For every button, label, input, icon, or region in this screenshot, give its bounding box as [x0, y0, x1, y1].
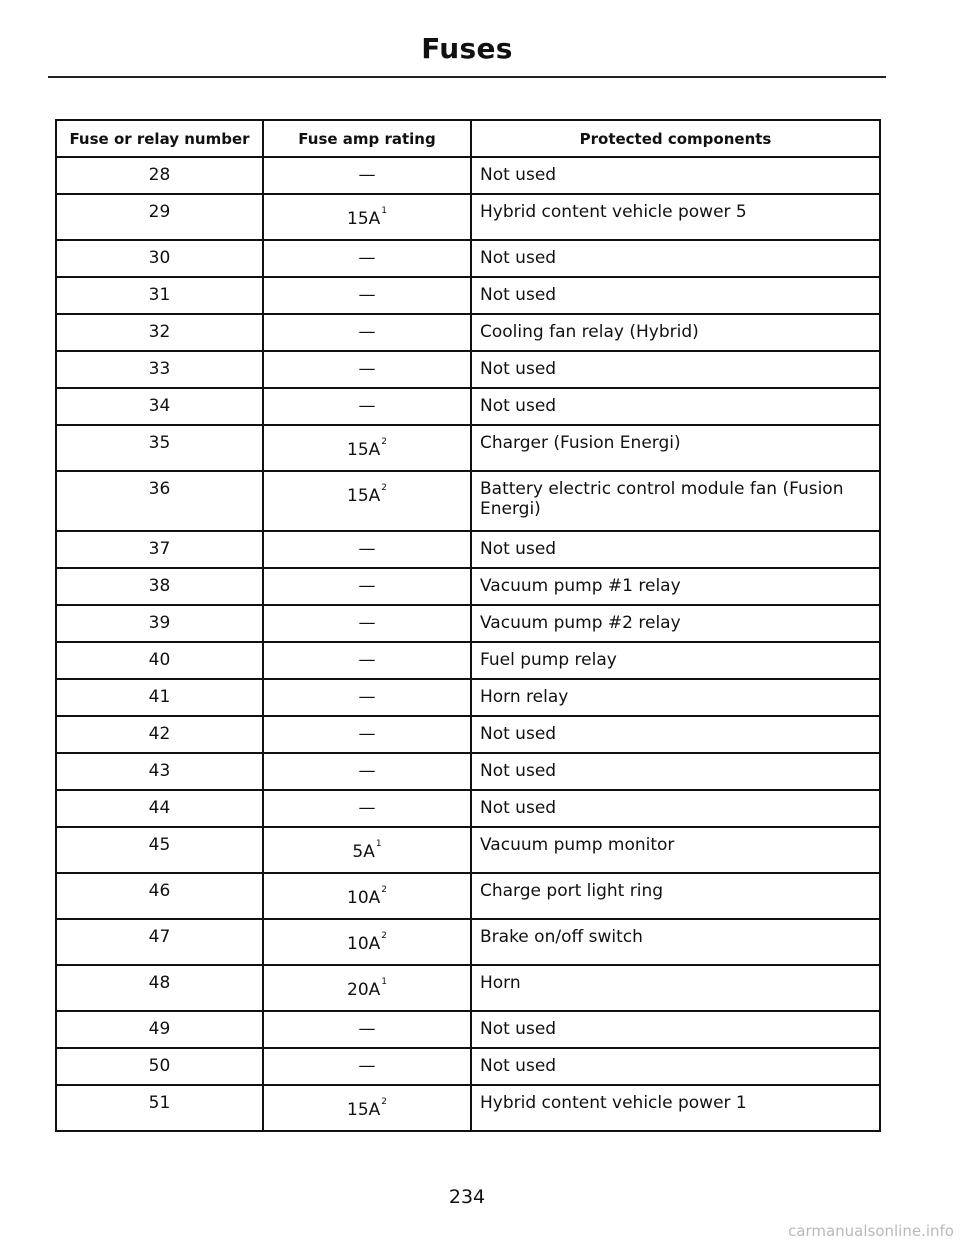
- table-row: [56, 157, 880, 194]
- amp-rating-value: —: [358, 761, 376, 781]
- table-row: [56, 873, 880, 919]
- table-row: [56, 531, 880, 568]
- page-number: 234: [448, 1186, 486, 1208]
- protected-component-cell: Not used: [471, 1011, 880, 1048]
- footnote-marker: 1: [381, 977, 387, 987]
- amp-rating-cell: [263, 471, 471, 531]
- footnote-marker: 2: [381, 885, 387, 895]
- amp-rating-cell: [263, 351, 471, 388]
- protected-component-cell: Vacuum pump #1 relay: [471, 568, 880, 605]
- amp-rating-cell: [263, 1048, 471, 1085]
- amp-rating-cell: [263, 790, 471, 827]
- amp-rating-value: —: [358, 798, 376, 818]
- table-row: [56, 314, 880, 351]
- protected-component-cell: Horn: [471, 965, 880, 1011]
- protected-component-cell: Cooling fan relay (Hybrid): [471, 314, 880, 351]
- protected-component-cell: Vacuum pump #2 relay: [471, 605, 880, 642]
- amp-rating-cell: [263, 827, 471, 873]
- fuse-number-cell: 36: [56, 471, 263, 531]
- fuse-number-cell: 50: [56, 1048, 263, 1085]
- table-row: [56, 471, 880, 531]
- amp-rating-value: 5A: [352, 842, 375, 862]
- amp-rating-cell: [263, 240, 471, 277]
- fuse-number-cell: 43: [56, 753, 263, 790]
- table-row: [56, 277, 880, 314]
- protected-component-cell: Vacuum pump monitor: [471, 827, 880, 873]
- table-row: [56, 965, 880, 1011]
- protected-component-cell: Hybrid content vehicle power 5: [471, 194, 880, 240]
- fuse-number-cell: 32: [56, 314, 263, 351]
- watermark: carmanualsonline.info: [788, 1222, 954, 1240]
- fuse-number-cell: 33: [56, 351, 263, 388]
- amp-rating-cell: [263, 753, 471, 790]
- fuse-number-cell: 51: [56, 1085, 263, 1131]
- protected-component-cell: Not used: [471, 753, 880, 790]
- fuse-number-cell: 45: [56, 827, 263, 873]
- protected-component-cell: Not used: [471, 790, 880, 827]
- protected-component-cell: Not used: [471, 716, 880, 753]
- table-row: [56, 753, 880, 790]
- fuse-number-cell: 31: [56, 277, 263, 314]
- fuse-number-cell: 30: [56, 240, 263, 277]
- amp-rating-cell: [263, 1011, 471, 1048]
- amp-rating-value: —: [358, 576, 376, 596]
- amp-rating-value: 10A: [347, 934, 381, 954]
- amp-rating-value: 15A: [347, 209, 381, 229]
- footnote-marker: 2: [381, 931, 387, 941]
- amp-rating-value: 15A: [347, 1100, 381, 1120]
- amp-rating-cell: [263, 965, 471, 1011]
- fuse-number-cell: 39: [56, 605, 263, 642]
- fuse-number-cell: 28: [56, 157, 263, 194]
- table-header-row: [56, 120, 880, 157]
- amp-rating-value: 10A: [347, 888, 381, 908]
- protected-component-cell: Not used: [471, 277, 880, 314]
- table-row: [56, 388, 880, 425]
- fuse-number-cell: 41: [56, 679, 263, 716]
- header-fuse-number: Fuse or relay number: [56, 120, 263, 157]
- fuse-number-cell: 40: [56, 642, 263, 679]
- amp-rating-cell: [263, 605, 471, 642]
- table-row: [56, 919, 880, 965]
- protected-component-cell: Battery electric control module fan (Fusion Energi): [471, 471, 880, 531]
- protected-component-cell: Not used: [471, 1048, 880, 1085]
- table-row: [56, 351, 880, 388]
- fuse-number-cell: 44: [56, 790, 263, 827]
- table-row: [56, 642, 880, 679]
- table-row: [56, 679, 880, 716]
- fuse-number-cell: 37: [56, 531, 263, 568]
- title-divider: [48, 76, 886, 78]
- amp-rating-cell: [263, 642, 471, 679]
- fuse-number-cell: 47: [56, 919, 263, 965]
- amp-rating-value: —: [358, 322, 376, 342]
- table-row: [56, 240, 880, 277]
- amp-rating-value: —: [358, 613, 376, 633]
- footnote-marker: 2: [381, 437, 387, 447]
- fuse-number-cell: 29: [56, 194, 263, 240]
- amp-rating-value: —: [358, 650, 376, 670]
- table-row: [56, 605, 880, 642]
- amp-rating-value: —: [358, 248, 376, 268]
- amp-rating-value: —: [358, 1056, 376, 1076]
- table-row: [56, 1048, 880, 1085]
- fuse-number-cell: 38: [56, 568, 263, 605]
- fuse-number-cell: 46: [56, 873, 263, 919]
- amp-rating-cell: [263, 716, 471, 753]
- amp-rating-cell: [263, 314, 471, 351]
- protected-component-cell: Charger (Fusion Energi): [471, 425, 880, 471]
- protected-component-cell: Not used: [471, 240, 880, 277]
- amp-rating-value: —: [358, 285, 376, 305]
- amp-rating-cell: [263, 388, 471, 425]
- fuse-number-cell: 35: [56, 425, 263, 471]
- amp-rating-value: —: [358, 165, 376, 185]
- table-body: [56, 157, 880, 1131]
- protected-component-cell: Not used: [471, 157, 880, 194]
- amp-rating-value: —: [358, 724, 376, 744]
- fuse-number-cell: 49: [56, 1011, 263, 1048]
- amp-rating-cell: [263, 919, 471, 965]
- amp-rating-cell: [263, 568, 471, 605]
- table-row: [56, 790, 880, 827]
- fuse-table: [55, 119, 881, 1132]
- footnote-marker: 1: [381, 206, 387, 216]
- protected-component-cell: Fuel pump relay: [471, 642, 880, 679]
- amp-rating-value: —: [358, 359, 376, 379]
- amp-rating-cell: [263, 531, 471, 568]
- amp-rating-value: 15A: [347, 440, 381, 460]
- fuse-number-cell: 34: [56, 388, 263, 425]
- table-row: [56, 827, 880, 873]
- footnote-marker: 2: [381, 483, 387, 493]
- header-protected-components: Protected components: [471, 120, 880, 157]
- amp-rating-cell: [263, 873, 471, 919]
- amp-rating-cell: [263, 157, 471, 194]
- amp-rating-value: —: [358, 539, 376, 559]
- header-amp-rating: Fuse amp rating: [263, 120, 471, 157]
- table-row: [56, 1011, 880, 1048]
- footnote-marker: 1: [375, 839, 382, 849]
- protected-component-cell: Charge port light ring: [471, 873, 880, 919]
- amp-rating-cell: [263, 425, 471, 471]
- amp-rating-cell: [263, 679, 471, 716]
- footnote-marker: 2: [381, 1097, 387, 1107]
- page-title: Fuses: [421, 32, 513, 65]
- fuse-number-cell: 48: [56, 965, 263, 1011]
- fuse-number-cell: 42: [56, 716, 263, 753]
- amp-rating-value: 20A: [347, 980, 381, 1000]
- protected-component-cell: Hybrid content vehicle power 1: [471, 1085, 880, 1131]
- amp-rating-value: —: [358, 687, 376, 707]
- table-row: [56, 568, 880, 605]
- table-row: [56, 425, 880, 471]
- amp-rating-cell: [263, 277, 471, 314]
- table-row: [56, 194, 880, 240]
- amp-rating-value: —: [358, 1019, 376, 1039]
- table-row: [56, 1085, 880, 1131]
- amp-rating-value: 15A: [347, 486, 381, 506]
- protected-component-cell: Horn relay: [471, 679, 880, 716]
- protected-component-cell: Not used: [471, 351, 880, 388]
- amp-rating-value: —: [358, 396, 376, 416]
- amp-rating-cell: [263, 194, 471, 240]
- protected-component-cell: Brake on/off switch: [471, 919, 880, 965]
- amp-rating-cell: [263, 1085, 471, 1131]
- table-row: [56, 716, 880, 753]
- protected-component-cell: Not used: [471, 388, 880, 425]
- protected-component-cell: Not used: [471, 531, 880, 568]
